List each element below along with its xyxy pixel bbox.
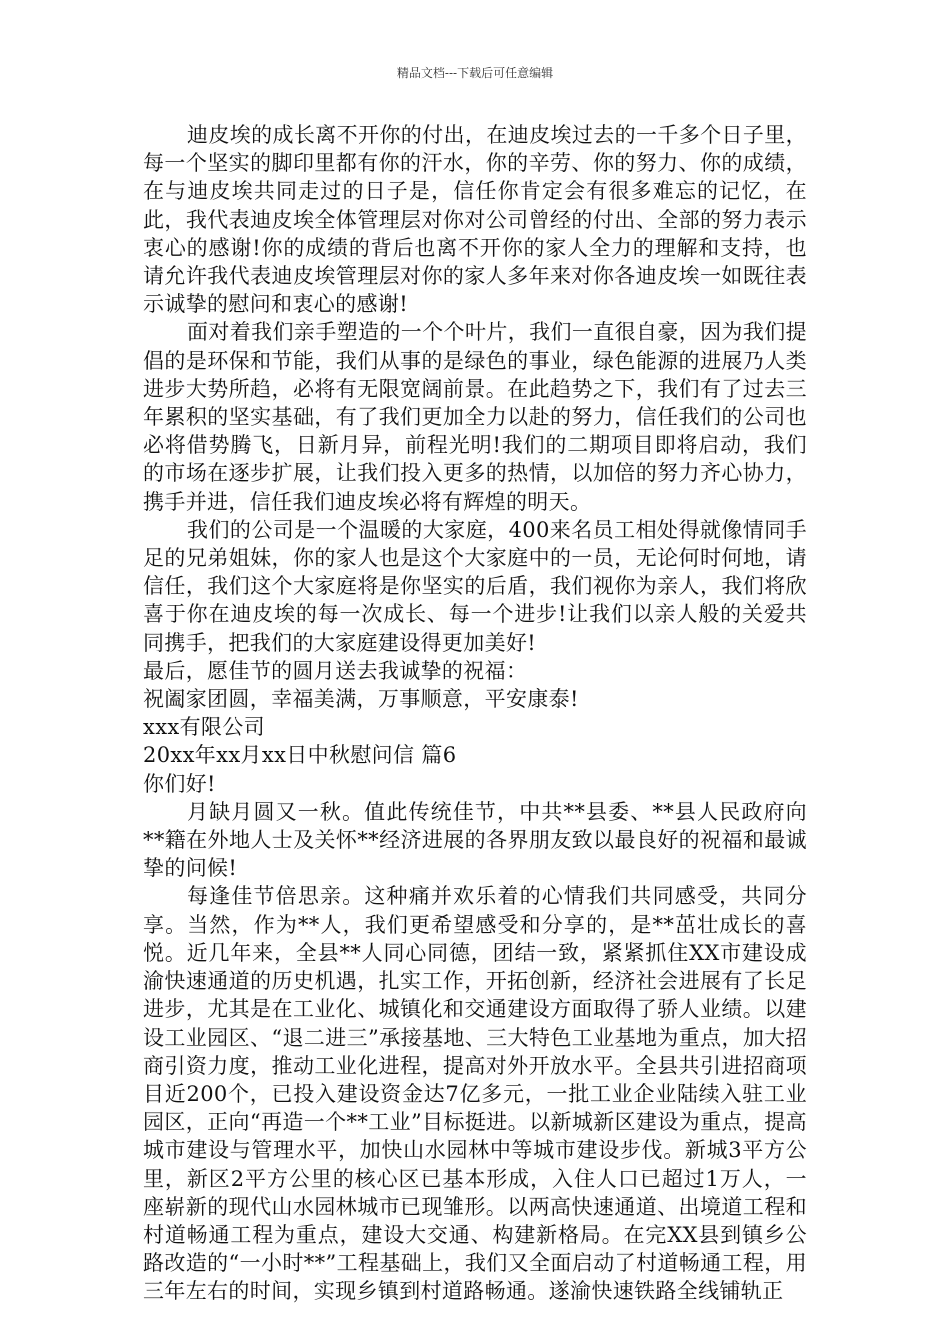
paragraph-gratitude: 迪皮埃的成长离不开你的付出，在迪皮埃过去的一千多个日子里，每一个坚实的脚印里都有你的汗水，你的辛劳、你的努力、你的成绩，在与迪皮埃共同走过的日子是，信任你肯定会有很多难忘的记忆，在此，我代表迪皮埃全体管理层对你对公司曾经的付出、全部的努力表示衷心的感谢!你的成绩的背后也离不开你的家人全力的理解和支持，也请允许我代表迪皮埃管理层对你的家人多年来对你各迪皮埃一如既往表示诚挚的慰问和衷心的感谢! bbox=[143, 123, 807, 317]
signature-company: xxx有限公司 bbox=[143, 715, 265, 740]
page-header: 精品文档---下载后可任意编辑 bbox=[396, 66, 554, 80]
paragraph-development: 每逢佳节倍思亲。这种痛并欢乐着的心情我们共同感受，共同分享。当然，作为**人，我们更希望感受和分享的，是**茁壮成长的喜悦。近几年来，全县**人同心同德，团结一致，紧紧抓住XX市建设成渝快速通道的历史机遇，扎实工作，开拓创新，经济社会进展有了长足进步，尤其是在工业化、城镇化和交通建设方面取得了骄人业绩。以建设工业园区、“退二进三”承接基地、三大特色工业基地为重点，加大招商引资力度，推动工业化进程，提高对外开放水平。全县共引进招商项目近200个，已投入建设资金达7亿多元，一批工业企业陆续入驻工业园区，正向“再造一个**工业”目标挺进。以新城新区建设为重点，提高城市建设与管理水平，加快山水园林中等城市建设步伐。新城3平方公里，新区2平方公里的核心区已基本形成，入住人口已超过1万人，一座崭新的现代山水园林城市已现雏形。以两高快速通道、出境道工程和村道畅通工程为重点，建设大交通、构建新格局。在完XX县到镇乡公路改造的“一小时**”工程基础上，我们又全面启动了村道畅通工程，用三年左右的时间，实现乡镇到村道路畅通。遂渝快速铁路全线铺轨正 bbox=[143, 884, 807, 1304]
document-body bbox=[143, 121, 807, 1306]
paragraph-family: 我们的公司是一个温暖的大家庭，400来名员工相处得就像情同手足的兄弟姐妹，你的家人也是这个大家庭中的一员，无论何时何地，请信任，我们这个大家庭将是你坚实的后盾，我们视你为亲人，我们将欣喜于你在迪皮埃的每一次成长、每一个进步!让我们以亲人般的关爱共同携手，把我们的大家庭建设得更加美好! bbox=[143, 517, 807, 655]
section-heading: 20xx年xx月xx日中秋慰问信 篇6 bbox=[143, 743, 457, 768]
paragraph-wishes: 祝阖家团圆，幸福美满，万事顺意，平安康泰! bbox=[143, 687, 579, 712]
greeting: 你们好! bbox=[143, 771, 216, 796]
paragraph-festival: 月缺月圆又一秋。值此传统佳节，中共**县委、**县人民政府向**籍在外地人士及关怀**经济进展的各界朋友致以最良好的祝福和最诚挚的问候! bbox=[143, 799, 807, 881]
paragraph-future: 面对着我们亲手塑造的一个个叶片，我们一直很自豪，因为我们提倡的是环保和节能，我们从事的是绿色的事业，绿色能源的进展乃人类进步大势所趋，必将有无限宽阔前景。在此趋势之下，我们有了过去三年累积的坚实基础，有了我们更加全力以赴的努力，信任我们的公司也必将借势腾飞，日新月异，前程光明!我们的二期项目即将启动，我们的市场在逐步扩展，让我们投入更多的热情，以加倍的努力齐心协力，携手并进，信任我们迪皮埃必将有辉煌的明天。 bbox=[143, 320, 807, 514]
paragraph-wishes-intro: 最后，愿佳节的圆月送去我诚挚的祝福： bbox=[143, 658, 528, 683]
